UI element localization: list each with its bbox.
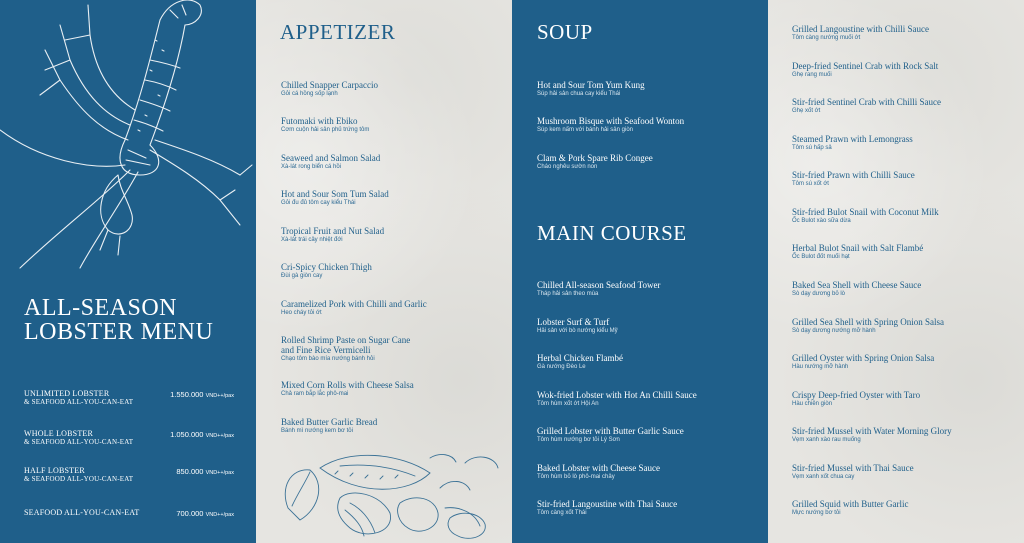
- price-name: SEAFOOD ALL-YOU-CAN-EAT: [24, 508, 140, 517]
- price-row-seafood: [24, 509, 234, 517]
- appetizer-panel: [256, 0, 512, 543]
- price-row-unlimited: [24, 390, 234, 406]
- menu-item: Baked Lobster with Cheese Sauce Tôm hùm bỏ lò phô-mai chảy: [537, 463, 660, 480]
- menu-item: Hot and Sour Som Tum Salad Gỏi đu đủ tôm cay kiểu Thái: [281, 189, 389, 206]
- soup-heading: SOUP: [537, 20, 593, 44]
- menu-item: Rolled Shrimp Paste on Sugar Cane and Fine Rice Vermicelli Chạo tôm bào mía nướng bánh hỏi: [281, 335, 411, 362]
- menu-item: Chilled Snapper Carpaccio Gỏi cá hồng sốp lạnh: [281, 80, 378, 97]
- lobster-illustration: [0, 0, 256, 270]
- price-subtitle: & SEAFOOD ALL-YOU-CAN-EAT: [24, 438, 134, 446]
- menu-item: Stir-fried Sentinel Crab with Chilli Sauce Ghẹ xốt ớt: [792, 97, 942, 114]
- menu-item: Deep-fried Sentinel Crab with Rock Salt Ghẹ rang muối: [792, 61, 939, 78]
- menu-item: Clam & Pork Spare Rib Congee Cháo nghêu sườn non: [537, 153, 653, 170]
- price-name: HALF LOBSTER: [24, 466, 85, 475]
- appetizer-heading: APPETIZER: [280, 20, 396, 44]
- cover-panel: [0, 0, 256, 543]
- menu-item: Hot and Sour Tom Yum Kung Súp hải sản chua cay kiểu Thái: [537, 80, 645, 97]
- price-value: 700.000 VND++/pax: [176, 509, 234, 518]
- price-name: WHOLE LOBSTER: [24, 429, 94, 438]
- menu-item: Chilled All-season Seafood Tower Tháp hải sản theo mùa: [537, 280, 661, 297]
- title-line-1: ALL-SEASON: [24, 295, 177, 321]
- menu-item: Steamed Prawn with Lemongrass Tôm sú hấp sả: [792, 134, 913, 151]
- menu-item: Stir-fried Mussel with Water Morning Glory Vẹm xanh xào rau muống: [792, 426, 952, 443]
- menu-item: Tropical Fruit and Nut Salad Xà-lát trái cây nhiệt đới: [281, 226, 385, 243]
- price-value: 1.050.000 VND++/pax: [170, 430, 234, 439]
- title-line-2: LOBSTER MENU: [24, 319, 214, 345]
- menu-item: Stir-fried Langoustine with Thai Sauce Tôm càng xốt Thái: [537, 499, 678, 516]
- price-value: 850.000 VND++/pax: [176, 467, 234, 476]
- menu-title: [24, 296, 213, 344]
- main-course-continued-panel: [768, 0, 1024, 543]
- price-row-half: [24, 467, 234, 483]
- price-subtitle: & SEAFOOD ALL-YOU-CAN-EAT: [24, 475, 134, 483]
- price-subtitle: & SEAFOOD ALL-YOU-CAN-EAT: [24, 398, 134, 406]
- menu-item: Cri-Spicy Chicken Thigh Đùi gà giòn cay: [281, 262, 372, 279]
- price-row-whole: [24, 430, 234, 446]
- main-course-heading: MAIN COURSE: [537, 221, 687, 245]
- menu-item: Baked Butter Garlic Bread Bánh mì nướng kem bơ tỏi: [281, 417, 378, 434]
- menu-item: Stir-fried Mussel with Thai Sauce Vẹm xanh xốt chua cay: [792, 463, 914, 480]
- menu-item: Seaweed and Salmon Salad Xà-lát rong biển cá hồi: [281, 153, 381, 170]
- menu-item: Crispy Deep-fried Oyster with Taro Hàu chiên giòn: [792, 390, 921, 407]
- menu-item: Futomaki with Ebiko Cơm cuộn hải sản phủ trứng tôm: [281, 116, 370, 133]
- menu-item: Wok-fried Lobster with Hot An Chilli Sauce Tôm hùm xốt ớt Hội An: [537, 390, 697, 407]
- seafood-illustration: [280, 448, 500, 543]
- menu-item: Caramelized Pork with Chilli and Garlic Heo cháy tỏi ớt: [281, 299, 427, 316]
- menu-item: Herbal Chicken Flambé Gà nướng Đèo Le: [537, 353, 623, 370]
- price-name: UNLIMITED LOBSTER: [24, 389, 110, 398]
- menu-item: Grilled Sea Shell with Spring Onion Salsa Sò dạy dương nướng mỡ hành: [792, 317, 944, 334]
- menu-item: Stir-fried Bulot Snail with Coconut Milk Ốc Bulot xào sữa dừa: [792, 207, 939, 224]
- menu-item: Mushroom Bisque with Seafood Wonton Súp kem nấm với bánh hải sản giòn: [537, 116, 685, 133]
- menu-item: Herbal Bulot Snail with Salt Flambé Ốc Bulot đốt muối hạt: [792, 243, 924, 260]
- menu-item: Stir-fried Prawn with Chilli Sauce Tôm sú xốt ớt: [792, 170, 915, 187]
- menu-item: Grilled Squid with Butter Garlic Mực nướng bơ tỏi: [792, 499, 909, 516]
- menu-item: Baked Sea Shell with Cheese Sauce Sò dạy dương bỏ lò: [792, 280, 922, 297]
- price-value: 1.550.000 VND++/pax: [170, 390, 234, 399]
- menu-item: Grilled Oyster with Spring Onion Salsa Hàu nướng mỡ hành: [792, 353, 935, 370]
- menu-item: Lobster Surf & Turf Hải sản với bò nướng kiểu Mỹ: [537, 317, 618, 334]
- soup-main-panel: [512, 0, 768, 543]
- menu-item: Grilled Lobster with Butter Garlic Sauce Tôm hùm nướng bơ tỏi Lý Sơn: [537, 426, 684, 443]
- menu-item: Grilled Langoustine with Chilli Sauce Tôm càng nướng muối ớt: [792, 24, 929, 41]
- menu-item: Mixed Corn Rolls with Cheese Salsa Chả ram bắp lắc phô-mai: [281, 380, 414, 397]
